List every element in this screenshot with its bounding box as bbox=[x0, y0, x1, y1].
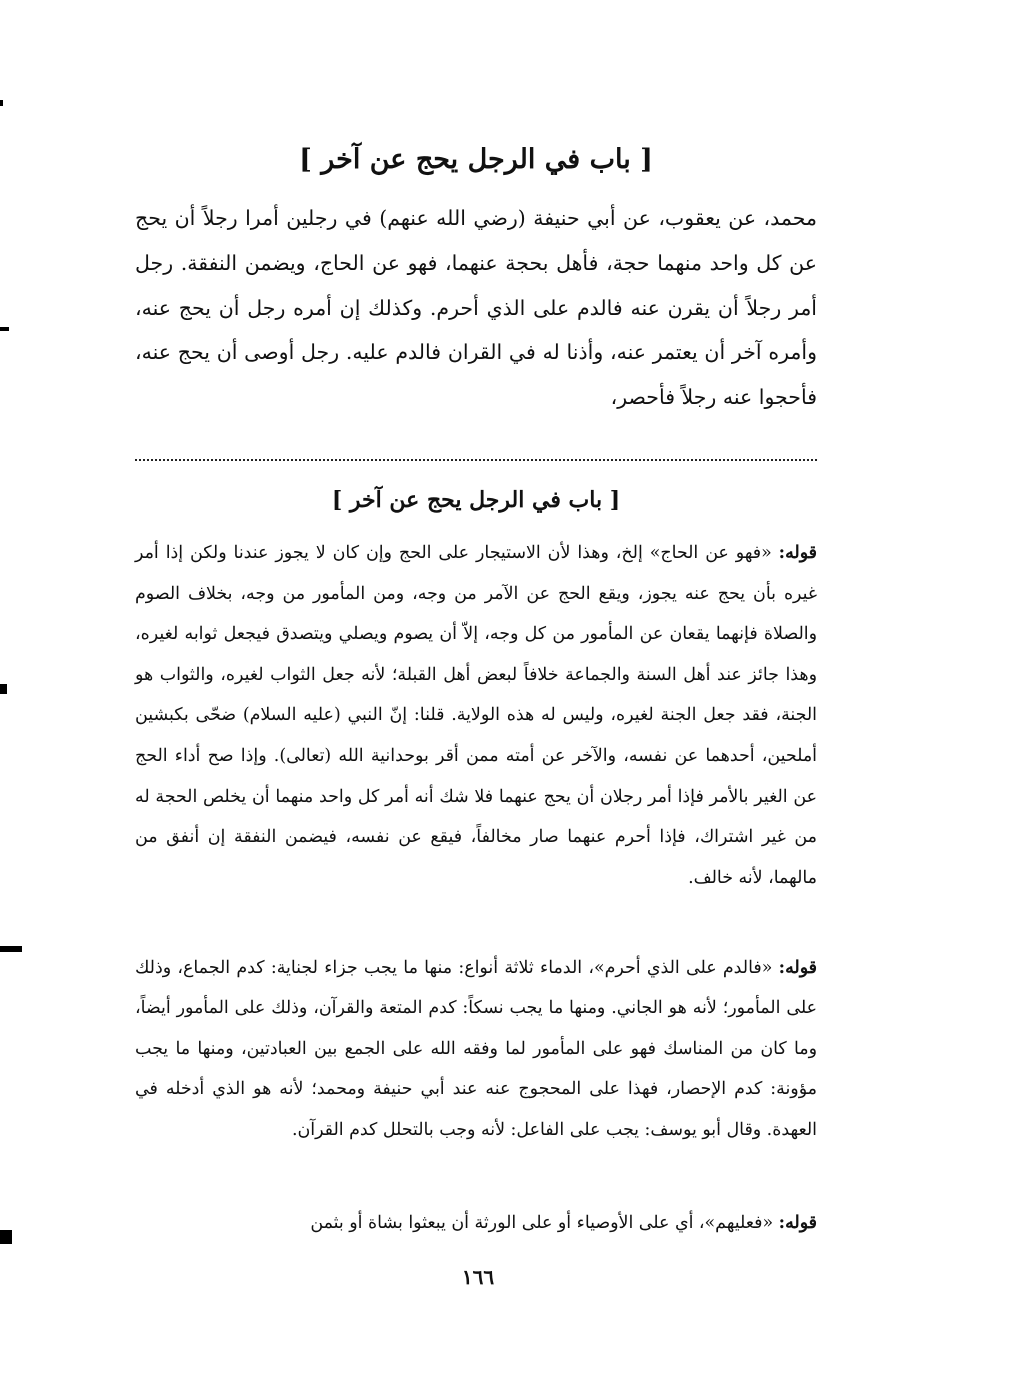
dotted-separator bbox=[135, 459, 817, 461]
commentary-paragraph bbox=[135, 533, 817, 898]
commentary-lead: قوله: bbox=[778, 958, 817, 978]
commentary-paragraph bbox=[135, 948, 817, 1150]
main-text-block bbox=[135, 196, 817, 420]
chapter-heading: [ باب في الرجل يحج عن آخر ] bbox=[299, 144, 653, 175]
commentary-lead: قوله: bbox=[778, 543, 817, 563]
scan-mark bbox=[0, 327, 9, 331]
commentary-text: «فعليهم»، أي على الأوصياء أو على الورثة أن يبعثوا بشاة أو بثمن bbox=[310, 1213, 779, 1233]
commentary-text: «فهو عن الحاج» إلخ، وهذا لأن الاستيجار على الحج وإن كان لا يجوز عندنا ولكن إذا أمر غيره بأن يحج عنه يجوز، ويقع الحج عن الآمر من وجه، ومن المأمور من وجه، بخلاف الصوم والصلاة فإنهما يقعان عن المأمور من كل وجه، إلاّ أن يصوم ويصلي ويتصدق فيجعل ثوابه لغيره، وهذا جائز عند أهل السنة والجماعة خلافاً لبعض أهل القبلة؛ لأنه جعل الثواب لغيره، والثواب هو الجنة، فقد جعل الجنة لغيره، وليس له هذه الولاية. قلنا: إنّ النبي (عليه السلام) ضحّى بكبشين أملحين، أحدهما عن نفسه، والآخر عن أمته ممن أقر بوحدانية الله (تعالى). وإذا صح أداء الحج عن الغير بالأمر فإذا أمر رجلان أن يحج عنهما فلا شك أنه أمر كل واحد منهما أن يخلص الحجة له من غير اشتراك، فإذا أحرم عنهما صار مخالفاً، فيقع عن نفسه، فيضمن النفقة إن أنفق من مالهما، لأنه خالف. bbox=[135, 543, 817, 888]
page-number: ١٦٦ bbox=[461, 1265, 495, 1289]
scan-mark bbox=[0, 684, 7, 694]
commentary-text: «فالدم على الذي أحرم»، الدماء ثلاثة أنواع: منها ما يجب جزاء لجناية: كدم الجماع، وذلك على المأمور؛ لأنه هو الجاني. ومنها ما يجب نسكاً: كدم المتعة والقرآن، وذلك على المأمور أيضاً، وما كان من المناسك فهو على المأمور لما وفقه الله على الجمع بين العبادتين، ومنها ما يجب مؤونة: كدم الإحصار، فهذا على المحجوج عنه عند أبي حنيفة ومحمد؛ لأنه هو الذي أدخله في العهدة. وقال أبو يوسف: يجب على الفاعل: لأنه وجب بالتحلل كدم القرآن. bbox=[135, 958, 817, 1140]
commentary-lead: قوله: bbox=[778, 1213, 817, 1233]
commentary-heading: [ باب في الرجل يحج عن آخر ] bbox=[331, 487, 621, 513]
commentary-paragraph bbox=[135, 1203, 817, 1243]
scan-mark bbox=[0, 1230, 12, 1244]
main-text-paragraph: محمد، عن يعقوب، عن أبي حنيفة (رضي الله عنهم) في رجلين أمرا رجلاً أن يحج عن كل واحد منهما حجة، فأهل بحجة عنهما، فهو عن الحاج، ويضمن النفقة. رجل أمر رجلاً أن يقرن عنه فالدم على الذي أحرم. وكذلك إن أمره رجل أن يحج عنه، وأمره آخر أن يعتمر عنه، وأذنا له في القران فالدم عليه. رجل أوصى أن يحج عنه، فأحجوا عنه رجلاً فأحصر، bbox=[135, 206, 817, 410]
scan-mark bbox=[0, 100, 3, 106]
scan-mark bbox=[0, 946, 22, 952]
